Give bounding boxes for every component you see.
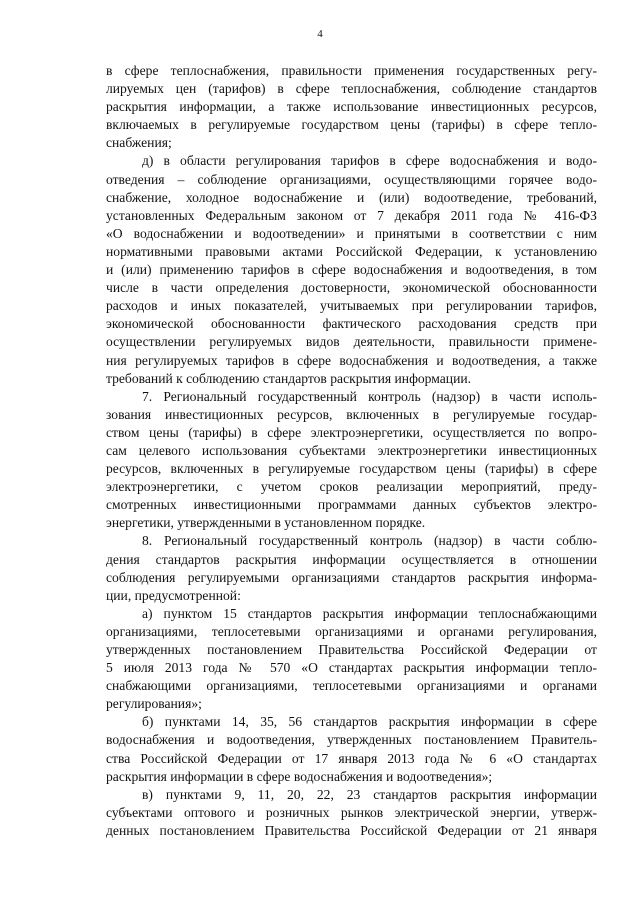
text-line: снабжающими организациями, теплосетевыми организациями и органами xyxy=(106,678,597,694)
text-line: ством цены (тарифы) в сфере электроэнергетики, осуществляется по вопро- xyxy=(106,424,597,440)
text-line: регулирования»; xyxy=(106,696,202,712)
text-line: соблюдения регулируемыми организациями стандартов раскрытия информа- xyxy=(106,569,597,585)
text-line: лируемых цен (тарифов) в сфере теплоснабжения, соблюдение стандартов xyxy=(106,81,597,97)
text-line: ции, предусмотренной: xyxy=(106,587,241,603)
text-line: д) в области регулирования тарифов в сфере водоснабжения и водо- xyxy=(142,153,597,169)
text-line: снабжения; xyxy=(106,135,172,151)
text-line: 7. Региональный государственный контроль (надзор) в части исполь- xyxy=(142,388,597,404)
text-line: денных постановлением Правительства Российской Федерации от 21 января xyxy=(106,822,597,838)
text-line: расходов и иных показателей, учитываемых при регулировании тарифов, xyxy=(106,298,597,314)
text-line: требований к соблюдению стандартов раскрытия информации. xyxy=(106,370,472,386)
text-line: дения стандартов раскрытия информации осуществляется в отношении xyxy=(106,551,597,567)
text-line: включаемых в регулируемые государством цены (тарифы) в сфере тепло- xyxy=(106,117,597,133)
text-line: отведения – соблюдение организациями, осуществляющими горячее водо- xyxy=(106,171,597,187)
text-line: сам целевого использования субъектами электроэнергетики инвестиционных xyxy=(106,442,597,458)
text-line: ства Российской Федерации от 17 января 2013 года № 6 «О стандартах xyxy=(106,750,597,766)
text-line: установленных Федеральным законом от 7 декабря 2011 года № 416-ФЗ xyxy=(106,207,597,223)
text-line: раскрытия информации, а также использование инвестиционных ресурсов, xyxy=(106,99,597,115)
text-line: раскрытия информации в сфере водоснабжения и водоотведения»; xyxy=(106,768,493,784)
page-number: 4 xyxy=(317,28,323,40)
text-line: зования инвестиционных ресурсов, включенных в регулируемые государ- xyxy=(106,406,597,422)
text-line: б) пунктами 14, 35, 56 стандартов раскрытия информации в сфере xyxy=(142,714,597,730)
text-line: смотренных инвестиционными программами данных субъектов электро- xyxy=(106,497,597,513)
text-line: снабжение, холодное водоснабжение и (или) водоотведение, требований, xyxy=(106,189,597,205)
text-line: 8. Региональный государственный контроль (надзор) в части соблю- xyxy=(142,533,597,549)
text-line: водоснабжения и водоотведения, утвержденных постановлением Правитель- xyxy=(106,732,597,748)
text-line: энергетики, утвержденными в установленном порядке. xyxy=(106,515,426,531)
text-line: 5 июля 2013 года № 570 «О стандартах раскрытия информации тепло- xyxy=(106,660,597,676)
text-line: числе в части определения достоверности, экономической обоснованности xyxy=(106,280,597,296)
text-line: в сфере теплоснабжения, правильности применения государственных регу- xyxy=(106,63,597,78)
text-line: и (или) применению тарифов в сфере водоснабжения и водоотведения, в том xyxy=(106,262,597,278)
text-line: электроэнергетики, с учетом сроков реализации мероприятий, преду- xyxy=(106,479,597,495)
text-line: «О водоснабжении и водоотведении» и принятыми в соответствии с ним xyxy=(106,225,597,241)
text-line: а) пунктом 15 стандартов раскрытия информации теплоснабжающими xyxy=(142,605,597,621)
document-body xyxy=(106,62,597,840)
text-line: в) пунктами 9, 11, 20, 22, 23 стандартов раскрытия информации xyxy=(142,786,597,802)
text-line: ресурсов, включенных в регулируемые государством цены (тарифы) в сфере xyxy=(106,461,597,477)
text-line: утвержденных постановлением Правительства Российской Федерации от xyxy=(106,642,597,657)
text-line: экономической обоснованности фактического расходования средств при xyxy=(106,316,597,332)
text-line: организациями, теплосетевыми организациями и органами регулирования, xyxy=(106,623,597,639)
text-line: осуществлении регулируемых видов деятельности, правильности примене- xyxy=(106,334,597,350)
text-line: ния регулируемых тарифов в сфере водоснабжения и водоотведения, а также xyxy=(106,352,597,368)
text-line: субъектами оптового и розничных рынков электрической энергии, утверж- xyxy=(106,804,597,820)
text-line: нормативными правовыми актами Российской Федерации, к установлению xyxy=(106,243,597,259)
